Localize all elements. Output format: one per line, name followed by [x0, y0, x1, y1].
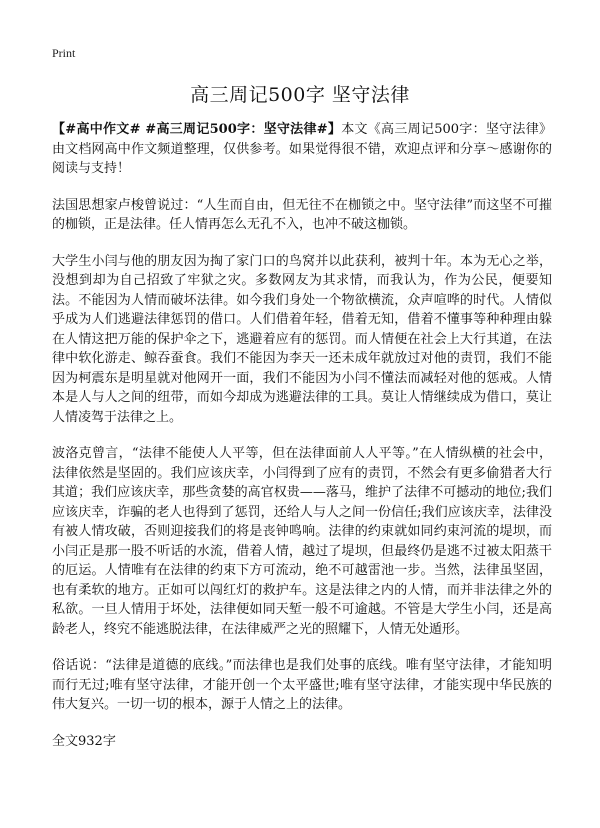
- article-paragraph: 波洛克曾言，“法律不能使人人平等，但在法律面前人人平等。”在人情纵横的社会中，法律依然是坚固的。我们应该庆幸，小闫得到了应有的责罚，不然会有更多偷猎者大行其道；我们应该庆幸，那些贪婪的高官权贵——落马，维护了法律不可撼动的地位;我们应该庆幸，诈骗的老人也得到了惩罚，还给人与人之间一份信任;我们应该庆幸，法律没有被人情攻破，否则迎接我们的将是丧钟鸣响。法律的约束就如同约束河流的堤坝，而小闫正是那一股不听话的水流，借着人情，越过了堤坝，但最终仍是逃不过被太阳蒸干的厄运。人情唯有在法律的约束下方可流动，绝不可越雷池一步。当然，法律虽坚固，也有柔软的地方。正如可以闯红灯的救护车。这是法律之内的人情，而并非法律之外的私欲。一旦人情用于坏处，法律便如同天堑一般不可逾越。不管是大学生小闫，还是高龄老人，终究不能逃脱法律，在法律威严之光的照耀下，人情无处遁形。: [52, 446, 552, 637]
- word-count: 全文932字: [52, 733, 116, 749]
- article-title: 高三周记500字 坚守法律: [190, 84, 410, 106]
- article-body: [52, 120, 552, 751]
- print-link[interactable]: Print: [52, 46, 76, 60]
- article-paragraph: 大学生小闫与他的朋友因为掏了家门口的鸟窝并以此获利，被判十年。本为无心之举，没想到却为自己招致了牢狱之灾。多数网友为其求情，而我认为，作为公民，便要知法。不能因为人情而破坏法律。如今我们身处一个物欲横流，众声喧哗的时代。人情似乎成为人们逃避法律惩罚的借口。人们借着年轻，借着无知，借着不懂事等种种理由躲在人情这把万能的保护伞之下，逃避着应有的惩罚。而人情便在社会上大行其道，在法律中软化游走、鲸吞蚕食。我们不能因为李天一还未成年就放过对他的责罚，我们不能因为柯震东是明星就对他网开一面，我们不能因为小闫不懂法而减轻对他的惩戒。人情本是人与人之间的纽带，而如今却成为逃避法律的工具。莫让人情继续成为借口，莫让人情凌驾于法律之上。: [52, 253, 552, 425]
- intro-text: 本文《高三周记500字：坚守法律》由文档网高中作文频道整理，仅供参考。如果觉得很不错，欢迎点评和分享～感谢你的阅读与支持！: [52, 122, 552, 176]
- article-paragraph: 法国思想家卢梭曾说过：“人生而自由，但无往不在枷锁之中。坚守法律”而这坚不可摧的枷锁，正是法律。任人情再怎么无孔不入，也冲不破这枷锁。: [52, 197, 552, 232]
- article-paragraph: 俗话说：“法律是道德的底线。”而法律也是我们处事的底线。唯有坚守法律，才能知明而行无过;唯有坚守法律，才能开创一个太平盛世;唯有坚守法律，才能实现中华民族的伟大复兴。一切一切的根本，源于人情之上的法律。: [52, 658, 552, 712]
- intro-tag: 【#高中作文# #高三周记500字：坚守法律#】: [52, 122, 342, 137]
- intro-paragraph: [52, 120, 552, 179]
